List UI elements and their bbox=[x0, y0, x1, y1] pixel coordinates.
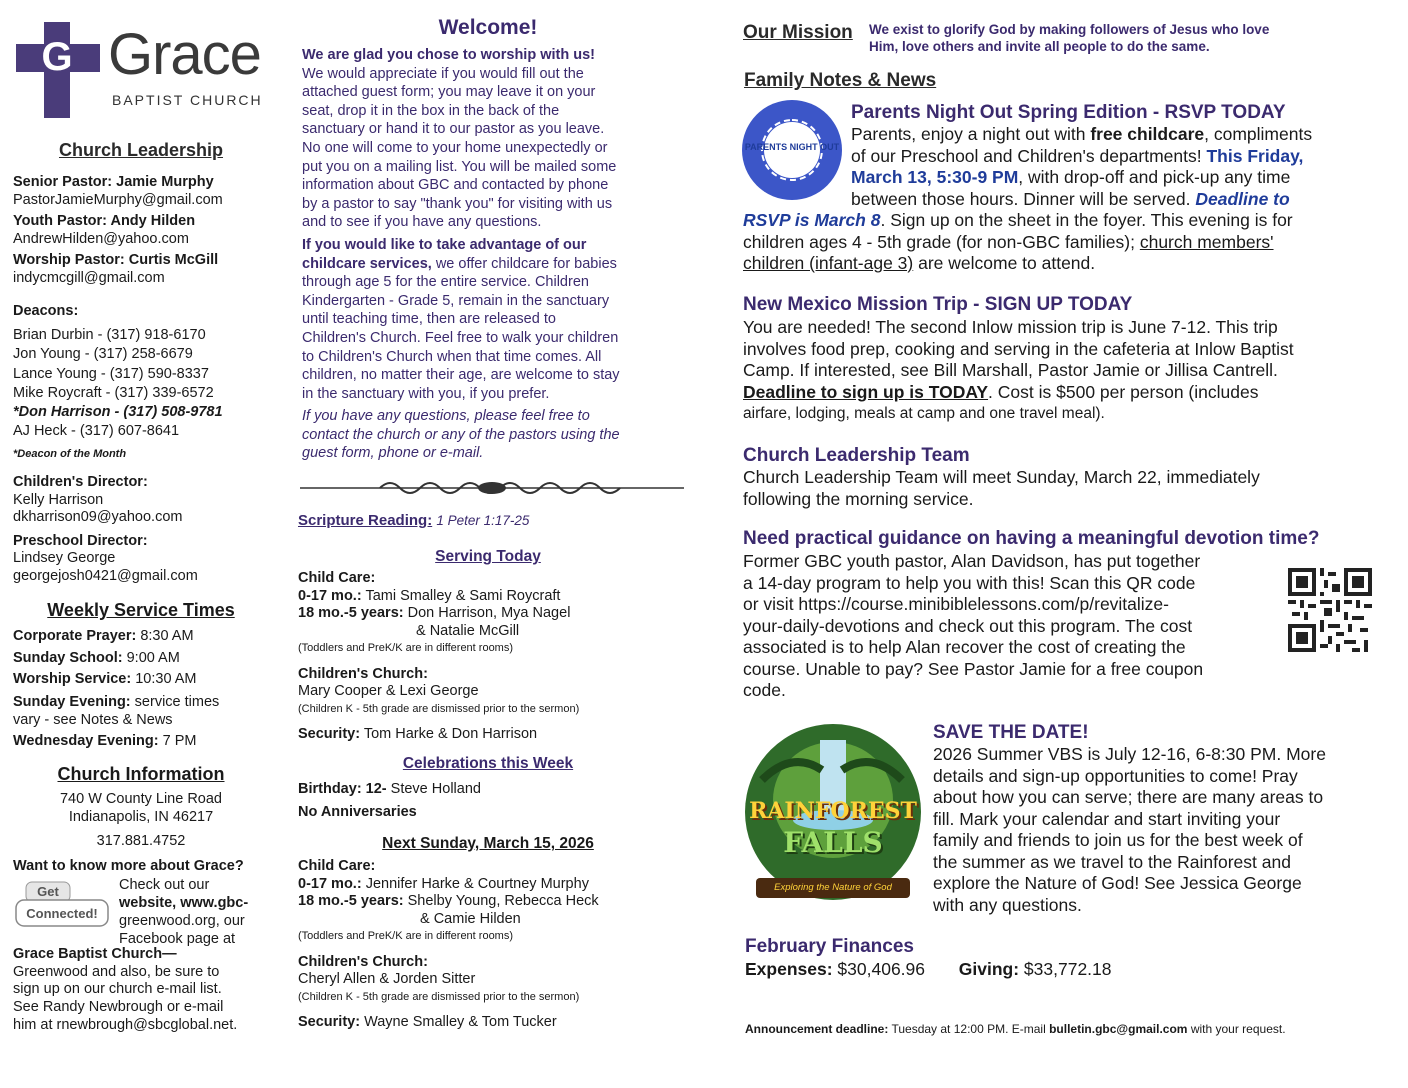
vbs-logo-title1: RAINFOREST bbox=[749, 798, 917, 824]
roster-label: 18 mo.-5 years: bbox=[298, 893, 404, 909]
info-line: website, www.gbc- bbox=[119, 895, 249, 911]
vbs-line: with any questions. bbox=[933, 894, 1082, 915]
deacon-item: AJ Heck - (317) 607-8641 bbox=[13, 423, 180, 440]
devotion-title: Need practical guidance on having a meaningful devotion time? bbox=[743, 528, 1320, 549]
devotion-line: your-daily-devotions and check out this program. The cost bbox=[743, 615, 1193, 636]
service-item: Corporate Prayer: 8:30 AM bbox=[13, 628, 194, 644]
pno-date: This Friday, bbox=[1206, 145, 1304, 166]
logo-name: Grace bbox=[108, 22, 261, 87]
church-phone: 317.881.4752 bbox=[96, 833, 186, 849]
security-label: Security: bbox=[298, 726, 361, 742]
logo-subtitle: BAPTIST CHURCH bbox=[112, 92, 263, 108]
service-item: Wednesday Evening: 7 PM bbox=[13, 732, 197, 749]
welcome-line: sanctuary or hand it to our pastor as you leave. bbox=[302, 121, 605, 138]
preschool-director-email: georgejosh0421@gmail.com bbox=[13, 567, 198, 584]
welcome-bold: childcare services, bbox=[302, 255, 432, 272]
save-the-date-title: SAVE THE DATE! bbox=[933, 722, 1089, 743]
vbs-line: 2026 Summer VBS is July 12-16, 6-8:30 PM. More bbox=[933, 744, 1326, 764]
pastor-email: indycmcgill@gmail.com bbox=[13, 269, 165, 286]
roster-label: 0-17 mo.: bbox=[298, 875, 362, 892]
want-to-know: Want to know more about Grace? bbox=[13, 858, 244, 874]
info-line: Check out our bbox=[119, 877, 210, 893]
services-heading: Weekly Service Times bbox=[47, 600, 235, 620]
mission-line: We exist to glorify God by making followers of Jesus who love bbox=[869, 22, 1270, 37]
footer-email[interactable]: bulletin.gbc@gmail.com bbox=[1049, 1022, 1188, 1036]
welcome-line: guest form, phone or e-mail. bbox=[302, 445, 484, 462]
welcome-line: seat, drop it in the box in the back of the bbox=[302, 102, 560, 119]
security-label: Security: bbox=[298, 1014, 361, 1030]
service-item: vary - see Notes & News bbox=[13, 711, 173, 728]
childrens-church-label: Children's Church: bbox=[298, 953, 428, 970]
roster-value: & Camie Hilden bbox=[420, 910, 521, 927]
pastor-email: AndrewHilden@yahoo.com bbox=[13, 230, 189, 247]
devotion-line: a 14-day program to help you with this! Scan this QR code bbox=[743, 572, 1196, 593]
welcome-line: Children's Church. Feel free to walk your children bbox=[302, 329, 619, 346]
giving-value: $33,772.18 bbox=[1023, 959, 1112, 979]
devotion-line: or visit https://course.minibiblelessons.com/p/revitalize- bbox=[743, 594, 1169, 614]
info-line: greenwood.org, our bbox=[119, 913, 245, 929]
cross-icon bbox=[16, 22, 100, 118]
mission-label: Our Mission bbox=[743, 22, 853, 43]
nm-body bbox=[743, 317, 1393, 425]
clt-title: Church Leadership Team bbox=[743, 445, 970, 466]
pno-text: , with drop-off and pick-up any time bbox=[1018, 167, 1291, 187]
vbs-logo-title2: FALLS bbox=[783, 826, 883, 859]
expenses-label: Expenses: bbox=[745, 959, 833, 979]
roster-value: Tom Harke & Don Harrison bbox=[363, 726, 538, 742]
parents-night-out-logo bbox=[740, 98, 844, 202]
pastor-title: Youth Pastor: Andy Hilden bbox=[13, 213, 196, 229]
childrens-church-label: Children's Church: bbox=[298, 665, 428, 682]
welcome-line: Kindergarten - Grade 5, remain in the sanctuary bbox=[302, 292, 610, 309]
get-connected-badge bbox=[14, 880, 110, 930]
badge-bottom-text: Connected! bbox=[26, 906, 98, 921]
clt-line: Church Leadership Team will meet Sunday, March 22, immediately bbox=[743, 467, 1260, 487]
welcome-line: If you would like to take advantage of our bbox=[302, 236, 587, 253]
pno-title bbox=[851, 102, 1286, 124]
welcome-intro: We are glad you chose to worship with us! bbox=[302, 47, 595, 63]
expenses-value: $30,406.96 bbox=[837, 959, 926, 979]
birthday-value: Steve Holland bbox=[390, 781, 481, 797]
nm-line: involves food prep, cooking and serving in the cafeteria at Inlow Baptist bbox=[743, 338, 1294, 359]
roster-note: (Children K - 5th grade are dismissed prior to the sermon) bbox=[298, 990, 580, 1003]
info-line: Facebook page at bbox=[119, 931, 236, 947]
footer-text: with your request. bbox=[1187, 1022, 1286, 1036]
roster-value: & Natalie McGill bbox=[416, 622, 520, 639]
pastor-email: PastorJamieMurphy@gmail.com bbox=[13, 191, 223, 208]
nm-line: Camp. If interested, see Bill Marshall, Pastor Jamie or Jillisa Cantrell. bbox=[743, 360, 1278, 380]
badge-top-text: Get bbox=[37, 884, 59, 899]
pno-bold: free childcare bbox=[1090, 124, 1205, 144]
vbs-line: fill. Mark your calendar and start inviting your bbox=[933, 808, 1281, 829]
roster-value: Mary Cooper & Lexi George bbox=[298, 683, 479, 699]
nm-line: airfare, lodging, meals at camp and one travel meal). bbox=[743, 405, 1105, 422]
pno-text: between those hours. Dinner will be served. bbox=[851, 188, 1196, 209]
next-sunday bbox=[298, 858, 684, 1032]
welcome-heading: Welcome! bbox=[438, 16, 538, 39]
mission-text bbox=[869, 21, 1269, 55]
finances-values bbox=[745, 959, 1112, 980]
childcare-label: Child Care: bbox=[298, 858, 376, 874]
qr-code[interactable] bbox=[1288, 568, 1372, 652]
info-heading: Church Information bbox=[57, 764, 225, 784]
vbs-logo-tagline: Exploring the Nature of God bbox=[774, 882, 892, 893]
pastors-list bbox=[13, 174, 223, 287]
vbs-body bbox=[933, 744, 1393, 916]
welcome-line: If you have any questions, please feel free to bbox=[302, 408, 590, 425]
rainforest-falls-logo bbox=[742, 720, 924, 904]
pno-text: are welcome to attend. bbox=[913, 253, 1096, 273]
info-line: Greenwood and also, be sure to bbox=[13, 963, 220, 980]
email-list-info bbox=[13, 946, 237, 1035]
roster-value: Don Harrison, Mya Nagel bbox=[407, 605, 571, 621]
deacon-item: Jon Young - (317) 258-6679 bbox=[13, 346, 193, 363]
childrens-director-email: dkharrison09@yahoo.com bbox=[13, 509, 183, 525]
scripture-label: Scripture Reading: bbox=[298, 512, 433, 529]
welcome-body bbox=[302, 46, 682, 463]
devotion-line: code. bbox=[743, 680, 786, 700]
welcome-line: information about GBC and contacted by phone bbox=[302, 177, 609, 194]
vbs-line: the summer as we travel to the Rainforest and bbox=[933, 851, 1291, 872]
ornament-divider bbox=[300, 478, 684, 498]
scripture-reading bbox=[298, 512, 529, 529]
deacons-list bbox=[13, 326, 223, 442]
info-line: See Randy Newbrough or e-mail bbox=[13, 999, 224, 1016]
deacon-item: Lance Young - (317) 590-8337 bbox=[13, 365, 209, 382]
pno-text: of our Preschool and Children's departments! bbox=[851, 145, 1207, 166]
childcare-label: Child Care: bbox=[298, 570, 376, 586]
deacons-label: Deacons: bbox=[13, 303, 79, 319]
roster-note: (Toddlers and PreK/K are in different rooms) bbox=[298, 930, 514, 942]
footer-label: Announcement deadline: bbox=[745, 1022, 889, 1036]
nm-deadline: Deadline to sign up is TODAY bbox=[743, 381, 989, 402]
welcome-line: and to see if you have any questions. bbox=[302, 214, 542, 231]
leadership-heading: Church Leadership bbox=[58, 140, 224, 160]
pno-body-top bbox=[851, 124, 1391, 210]
childrens-director-label: Children's Director: bbox=[13, 474, 148, 490]
celebrations bbox=[298, 778, 481, 824]
devotion-body bbox=[743, 551, 1273, 702]
pno-title-text: Parents Night Out Spring Edition - RSVP TODAY bbox=[851, 102, 1286, 123]
welcome-line: No one will come to your home unexpectedly or bbox=[302, 139, 608, 156]
pno-deadline: RSVP is March 8 bbox=[743, 210, 881, 230]
info-line: sign up on our church e-mail list. bbox=[13, 981, 222, 998]
roster-value: Tami Smalley & Sami Roycraft bbox=[365, 587, 561, 604]
vbs-line: family and friends to join us for the best week of bbox=[933, 830, 1303, 850]
devotion-line: associated is to help Alan recover the cost of creating the bbox=[743, 637, 1186, 657]
pno-underline: children (infant-age 3) bbox=[743, 253, 914, 273]
giving-label: Giving: bbox=[958, 959, 1020, 979]
roster-value: Shelby Young, Rebecca Heck bbox=[407, 893, 599, 909]
devotion-line: Former GBC youth pastor, Alan Davidson, has put together bbox=[743, 551, 1201, 571]
pno-body-bottom bbox=[743, 210, 1393, 275]
welcome-line: in the sanctuary with you, if you prefer. bbox=[302, 385, 550, 402]
welcome-line: through age 5 for the entire service. Children bbox=[302, 274, 589, 291]
roster-note: (Children K - 5th grade are dismissed prior to the sermon) bbox=[298, 702, 580, 715]
pno-underline: church members' bbox=[1139, 231, 1274, 252]
finances-heading: February Finances bbox=[745, 936, 914, 957]
info-line: him at rnewbrough@sbcglobal.net. bbox=[13, 1016, 238, 1033]
website-info bbox=[119, 876, 248, 948]
welcome-line: attached guest form; you may leave it on your bbox=[302, 84, 596, 101]
anniversaries: No Anniversaries bbox=[298, 804, 417, 820]
deacon-item: Brian Durbin - (317) 918-6170 bbox=[13, 327, 206, 343]
pno-text: Parents, enjoy a night out with bbox=[851, 124, 1091, 144]
birthday-label: Birthday: 12- bbox=[298, 781, 387, 797]
pastor-title: Worship Pastor: Curtis McGill bbox=[13, 252, 219, 268]
info-line: Grace Baptist Church— bbox=[13, 946, 177, 962]
church-address bbox=[0, 790, 282, 850]
clt-line: following the morning service. bbox=[743, 488, 974, 509]
pno-date: March 13, 5:30-9 PM bbox=[851, 167, 1019, 187]
deacon-item: *Don Harrison - (317) 508-9781 bbox=[13, 404, 223, 421]
nm-line: You are needed! The second Inlow mission trip is June 7-12. This trip bbox=[743, 317, 1278, 337]
welcome-line: We would appreciate if you would fill out the bbox=[302, 65, 584, 82]
roster-value: Wayne Smalley & Tom Tucker bbox=[364, 1014, 557, 1030]
directors bbox=[13, 474, 198, 585]
pno-text: . Sign up on the sheet in the foyer. This evening is for bbox=[880, 210, 1293, 230]
preschool-director-label: Preschool Director: bbox=[13, 532, 148, 549]
preschool-director-name: Lindsey George bbox=[13, 550, 116, 566]
scripture-ref: 1 Peter 1:17-25 bbox=[436, 513, 530, 528]
roster-label: 18 mo.-5 years: bbox=[298, 605, 404, 621]
pno-deadline: Deadline to bbox=[1195, 188, 1290, 209]
vbs-line: explore the Nature of God! See Jessica George bbox=[933, 873, 1302, 893]
pno-logo-text: PARENTS NIGHT OUT bbox=[744, 142, 840, 152]
pastor-title: Senior Pastor: Jamie Murphy bbox=[13, 174, 214, 190]
celebrations-heading: Celebrations this Week bbox=[402, 755, 574, 772]
vbs-line: details and sign-up opportunities to come! Pray bbox=[933, 765, 1298, 786]
roster-value: Jennifer Harke & Courtney Murphy bbox=[365, 875, 589, 892]
welcome-line: by a pastor to say "thank you" for visiting with us bbox=[302, 195, 613, 212]
service-item: Sunday School: 9:00 AM bbox=[13, 649, 180, 666]
devotion-line: course. Unable to pay? See Pastor Jamie for a free coupon bbox=[743, 658, 1204, 679]
grace-cross-logo bbox=[16, 22, 100, 118]
address-line: 740 W County Line Road bbox=[59, 791, 222, 807]
pno-text: children ages 4 - 5th grade (for non-GBC families); bbox=[743, 231, 1140, 252]
roster-value: Cheryl Allen & Jorden Sitter bbox=[298, 971, 476, 987]
service-item: Sunday Evening: service times bbox=[13, 693, 220, 710]
roster-note: (Toddlers and PreK/K are in different rooms) bbox=[298, 642, 514, 654]
mission-line: Him, love others and invite all people to do the same. bbox=[869, 39, 1210, 54]
pno-text: , compliments bbox=[1204, 124, 1313, 144]
svg-text:G: G bbox=[41, 35, 73, 79]
roster-label: 0-17 mo.: bbox=[298, 587, 362, 604]
service-item: Worship Service: 10:30 AM bbox=[13, 671, 197, 687]
serving-today bbox=[298, 570, 684, 744]
nm-title: New Mexico Mission Trip - SIGN UP TODAY bbox=[743, 294, 1133, 315]
announcement-footer bbox=[745, 1022, 1286, 1036]
footer-text: Tuesday at 12:00 PM. E-mail bbox=[888, 1022, 1050, 1036]
childrens-director-name: Kelly Harrison bbox=[13, 491, 104, 508]
next-sunday-heading: Next Sunday, March 15, 2026 bbox=[382, 835, 594, 852]
welcome-line: put you on a mailing list. You will be mailed some bbox=[302, 158, 617, 175]
deacon-item: Mike Roycraft - (317) 339-6572 bbox=[13, 384, 214, 401]
welcome-text: we offer childcare for babies bbox=[431, 255, 617, 272]
deacon-note: *Deacon of the Month bbox=[13, 448, 127, 460]
welcome-line: contact the church or any of the pastors using the bbox=[302, 426, 620, 443]
serving-heading: Serving Today bbox=[435, 548, 541, 565]
welcome-line: to Children's Church when that time comes. All bbox=[302, 348, 602, 365]
vbs-line: about how you can serve; there are many areas to bbox=[933, 787, 1324, 807]
clt-body bbox=[743, 467, 1260, 510]
welcome-line: until teaching time, then are released to bbox=[302, 311, 556, 328]
address-line: Indianapolis, IN 46217 bbox=[68, 809, 214, 825]
welcome-line: children, no matter their age, are welcome to stay bbox=[302, 367, 620, 384]
family-notes-heading: Family Notes & News bbox=[744, 70, 937, 91]
services-list bbox=[13, 626, 219, 752]
nm-line: . Cost is $500 per person (includes bbox=[988, 381, 1259, 402]
